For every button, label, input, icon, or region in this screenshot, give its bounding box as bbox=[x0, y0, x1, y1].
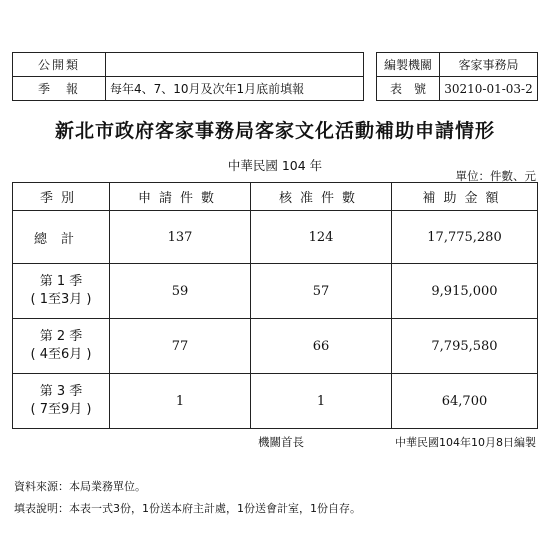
col-header-applied: 申請件數 bbox=[110, 183, 251, 211]
table-header-row bbox=[13, 183, 538, 211]
col-header-season: 季別 bbox=[13, 183, 110, 211]
row-label-cell bbox=[13, 374, 110, 429]
cell-approved: 66 bbox=[251, 319, 392, 374]
signer-label: 機關首長 bbox=[258, 435, 304, 449]
header-left-table bbox=[12, 52, 364, 101]
table-row bbox=[13, 374, 538, 429]
period-label: 季 報 bbox=[13, 77, 106, 101]
cell-amount: 9,915,000 bbox=[392, 264, 538, 319]
row-sublabel: ( 1至3月 ) bbox=[30, 292, 92, 307]
unit-note: 單位：件數、元 bbox=[455, 169, 536, 183]
cell-applied: 59 bbox=[110, 264, 251, 319]
row-label: 總計 bbox=[13, 211, 110, 264]
org-value: 客家事務局 bbox=[440, 53, 538, 77]
table-row bbox=[13, 319, 538, 374]
period-value: 每年4、7、10月及次年1月底前填報 bbox=[106, 77, 364, 101]
row-sublabel: ( 7至9月 ) bbox=[30, 402, 92, 417]
row-label-cell bbox=[13, 264, 110, 319]
row-label-cell bbox=[13, 319, 110, 374]
col-header-approved: 核准件數 bbox=[251, 183, 392, 211]
table-row bbox=[13, 264, 538, 319]
row-sublabel: ( 4至6月 ) bbox=[30, 347, 92, 362]
row-label: 第 2 季 bbox=[39, 329, 83, 344]
category-value bbox=[106, 53, 364, 77]
cell-applied: 137 bbox=[110, 211, 251, 264]
cell-approved: 57 bbox=[251, 264, 392, 319]
cell-applied: 77 bbox=[110, 319, 251, 374]
category-label: 公開類 bbox=[13, 53, 106, 77]
data-table bbox=[12, 182, 538, 429]
source-note: 資料來源：本局業務單位。 bbox=[14, 480, 146, 493]
page-title: 新北市政府客家事務局客家文化活動補助申請情形 bbox=[54, 120, 495, 142]
col-header-amount: 補助金額 bbox=[392, 183, 538, 211]
form-value: 30210-01-03-2 bbox=[440, 77, 538, 101]
cell-amount: 64,700 bbox=[392, 374, 538, 429]
explanation-note: 填表說明：本表一式3份，1份送本府主計處，1份送會計室，1份自存。 bbox=[14, 502, 361, 515]
cell-approved: 124 bbox=[251, 211, 392, 264]
cell-applied: 1 bbox=[110, 374, 251, 429]
compiled-date: 中華民國104年10月8日編製 bbox=[395, 436, 536, 449]
report-year: 中華民國 104 年 bbox=[227, 158, 323, 173]
header-right-table bbox=[376, 52, 538, 101]
form-label: 表 號 bbox=[377, 77, 440, 101]
cell-approved: 1 bbox=[251, 374, 392, 429]
row-label: 第 3 季 bbox=[39, 384, 83, 399]
org-label: 編製機關 bbox=[377, 53, 440, 77]
table-row bbox=[13, 211, 538, 264]
cell-amount: 7,795,580 bbox=[392, 319, 538, 374]
row-label: 第 1 季 bbox=[39, 274, 83, 289]
cell-amount: 17,775,280 bbox=[392, 211, 538, 264]
